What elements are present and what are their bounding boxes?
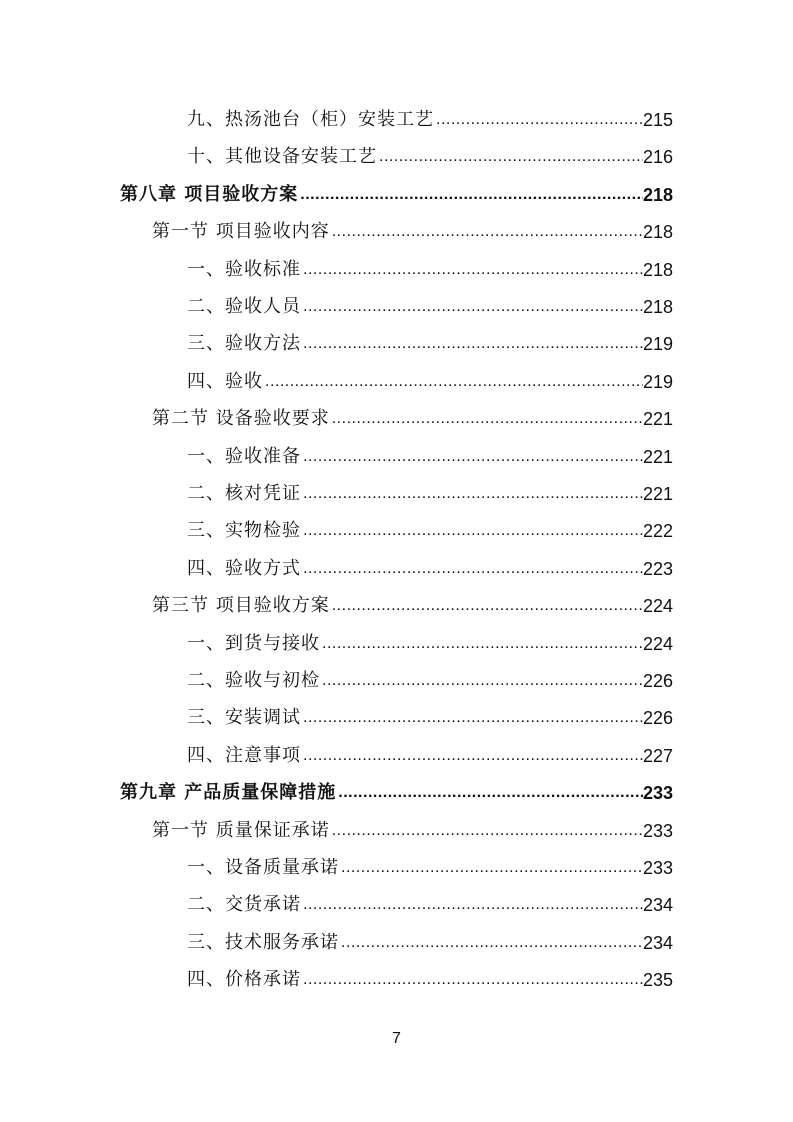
toc-item-entry[interactable] bbox=[187, 518, 673, 544]
dot-leader bbox=[332, 406, 643, 432]
toc-entry-page: 227 bbox=[642, 745, 673, 766]
toc-entry-title: 九、热汤池台（柜）安装工艺 bbox=[187, 109, 434, 130]
toc-item-entry[interactable] bbox=[187, 331, 673, 357]
toc-entry-page: 234 bbox=[642, 932, 673, 953]
toc-entry-page: 223 bbox=[642, 558, 673, 579]
toc-entry-title: 第一节 质量保证承诺 bbox=[152, 819, 330, 841]
dot-leader bbox=[303, 518, 643, 544]
dot-leader bbox=[341, 930, 643, 956]
toc-entry-title: 一、到货与接收 bbox=[187, 632, 320, 654]
toc-entry-page: 218 bbox=[642, 297, 673, 317]
dot-leader bbox=[332, 593, 643, 619]
toc-section-entry[interactable] bbox=[152, 593, 673, 619]
toc-entry-title: 十、其他设备安装工艺 bbox=[187, 146, 377, 168]
toc-entry-page: 219 bbox=[642, 334, 673, 355]
toc-entry-page: 222 bbox=[642, 521, 673, 542]
toc-item-entry[interactable] bbox=[187, 294, 673, 320]
toc-section-entry[interactable] bbox=[152, 219, 673, 245]
toc-entry-title: 第三节 项目验收方案 bbox=[152, 595, 330, 617]
dot-leader bbox=[300, 182, 643, 208]
toc-item-entry[interactable] bbox=[187, 967, 673, 993]
toc-item-entry[interactable] bbox=[187, 855, 673, 881]
toc-chapter-entry[interactable] bbox=[120, 182, 673, 208]
toc-entry-title: 四、价格承诺 bbox=[187, 969, 301, 991]
toc-item-entry[interactable] bbox=[187, 257, 673, 283]
dot-leader bbox=[303, 444, 643, 470]
toc-item-entry[interactable] bbox=[187, 144, 673, 170]
dot-leader bbox=[303, 967, 643, 993]
dot-leader bbox=[303, 257, 643, 283]
toc-entry-title: 三、验收方法 bbox=[187, 333, 301, 355]
toc-entry-title: 三、安装调试 bbox=[187, 707, 301, 729]
toc-entry-page: 219 bbox=[642, 371, 673, 392]
toc-item-entry[interactable] bbox=[187, 705, 673, 731]
toc-entry-title: 四、验收 bbox=[187, 370, 263, 392]
toc-chapter-entry[interactable] bbox=[120, 780, 673, 806]
toc-entry-page: 224 bbox=[642, 633, 673, 654]
dot-leader bbox=[303, 705, 643, 731]
toc-entry-page: 218 bbox=[642, 222, 673, 243]
toc-entry-title: 第九章 产品质量保障措施 bbox=[120, 782, 337, 804]
dot-leader bbox=[341, 855, 643, 881]
toc-item-entry[interactable] bbox=[187, 481, 673, 507]
toc-item-entry[interactable] bbox=[187, 556, 673, 582]
toc-entry-title: 第一节 项目验收内容 bbox=[152, 221, 330, 243]
toc-item-entry[interactable] bbox=[187, 668, 673, 694]
dot-leader bbox=[303, 331, 643, 357]
toc-entry-title: 二、核对凭证 bbox=[187, 483, 301, 504]
toc-entry-page: 233 bbox=[642, 783, 673, 804]
dot-leader bbox=[332, 818, 643, 844]
toc-section-entry[interactable] bbox=[152, 406, 673, 432]
toc-entry-title: 四、注意事项 bbox=[187, 744, 301, 766]
toc-entry-title: 二、交货承诺 bbox=[187, 894, 301, 916]
toc-entry-page: 235 bbox=[642, 970, 673, 991]
toc-entry-title: 三、实物检验 bbox=[187, 520, 301, 542]
dot-leader bbox=[303, 481, 643, 507]
dot-leader bbox=[338, 780, 643, 806]
toc-entry-title: 一、验收标准 bbox=[187, 258, 301, 280]
toc-entry-page: 226 bbox=[642, 708, 673, 729]
dot-leader bbox=[303, 294, 643, 320]
toc-entry-page: 233 bbox=[642, 820, 673, 841]
page-number: 7 bbox=[392, 1030, 401, 1047]
toc-section-entry[interactable] bbox=[152, 818, 673, 844]
dot-leader bbox=[332, 219, 643, 245]
toc-entry-title: 二、验收人员 bbox=[187, 296, 301, 317]
toc-entry-page: 221 bbox=[642, 446, 673, 467]
dot-leader bbox=[379, 144, 643, 170]
toc-entry-title: 一、验收准备 bbox=[187, 445, 301, 467]
toc-item-entry[interactable] bbox=[187, 930, 673, 956]
toc-item-entry[interactable] bbox=[187, 631, 673, 657]
toc-entry-page: 216 bbox=[642, 147, 673, 168]
toc-entry-page: 215 bbox=[642, 110, 673, 130]
toc-entry-page: 218 bbox=[642, 184, 673, 205]
dot-leader bbox=[436, 107, 643, 133]
toc-item-entry[interactable] bbox=[187, 369, 673, 395]
toc-entry-title: 三、技术服务承诺 bbox=[187, 931, 339, 953]
toc-entry-page: 224 bbox=[642, 596, 673, 617]
toc-entry-page: 233 bbox=[642, 858, 673, 878]
toc-entry-page: 234 bbox=[642, 895, 673, 916]
toc-entry-page: 218 bbox=[642, 259, 673, 280]
toc-item-entry[interactable] bbox=[187, 444, 673, 470]
toc-entry-title: 第八章 项目验收方案 bbox=[120, 183, 299, 205]
dot-leader bbox=[303, 743, 643, 769]
dot-leader bbox=[303, 556, 643, 582]
toc-entry-page: 221 bbox=[642, 409, 673, 430]
toc-entry-title: 二、验收与初检 bbox=[187, 670, 320, 691]
dot-leader bbox=[322, 631, 643, 657]
toc-entry-page: 221 bbox=[642, 484, 673, 504]
toc-item-entry[interactable] bbox=[187, 892, 673, 918]
toc-entry-title: 第二节 设备验收要求 bbox=[152, 408, 330, 430]
dot-leader bbox=[303, 892, 643, 918]
toc-item-entry[interactable] bbox=[187, 107, 673, 133]
toc-entry-title: 四、验收方式 bbox=[187, 557, 301, 579]
toc-entry-page: 226 bbox=[642, 671, 673, 691]
toc-item-entry[interactable] bbox=[187, 743, 673, 769]
dot-leader bbox=[322, 668, 643, 694]
dot-leader bbox=[265, 369, 643, 395]
toc-entry-title: 一、设备质量承诺 bbox=[187, 857, 339, 878]
